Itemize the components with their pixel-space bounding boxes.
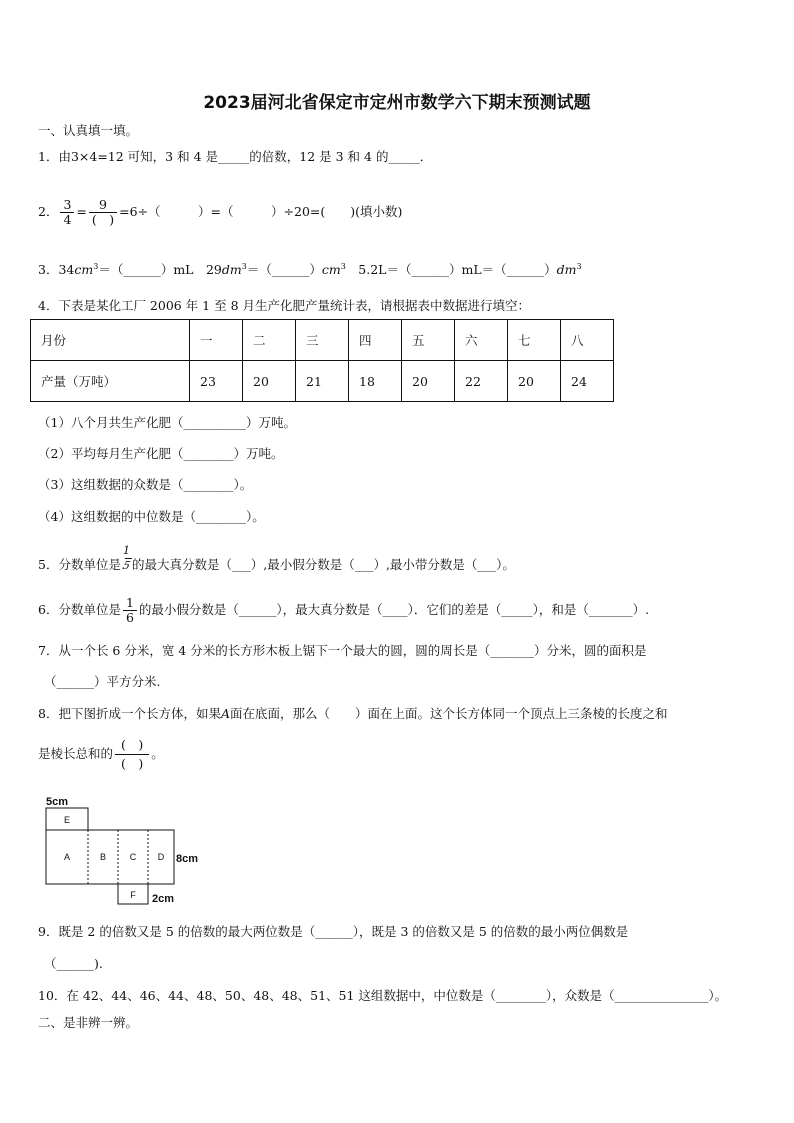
section-heading-2: 二、是非辨一辨。 (38, 1015, 139, 1030)
net-label-e: E (63, 815, 71, 825)
table-row-label: 产量（万吨） (31, 361, 190, 402)
table-row (31, 320, 614, 361)
table-month: 六 (455, 320, 508, 361)
net-dim-top: 5cm (46, 796, 69, 808)
table-header-label: 月份 (31, 320, 190, 361)
question-8-line-2: 是棱长总和的 $\frac{( )}{( )}$ 。 (38, 737, 164, 771)
q2-label: 2． (38, 204, 59, 219)
question-3: 3．$34cm^3=(\_\_\_\_\_\_)mL$ $29dm^3=(\_\_\_\_\_\_)cm^3$ $5.2L=(\_\_\_\_\_\_)mL=(\_\_\_\_\_\_)dm^3$ (38, 261, 582, 277)
section-heading-1: 一、认真填一填。 (38, 123, 139, 138)
net-label-a: A (63, 852, 71, 862)
q2-fraction-2: $\frac{9}{( )}$ (89, 198, 117, 227)
question-9-line-1: 9．既是 2 的倍数又是 5 的倍数的最大两位数是（______），既是 3 的倍数又是 5 的倍数的最小两位偶数是 (38, 924, 629, 939)
table-month: 八 (561, 320, 614, 361)
net-label-b: B (99, 852, 107, 862)
question-1: 1．由3×4=12 可知，3 和 4 是_____的倍数，12 是 3 和 4 的_____． (38, 149, 433, 164)
question-4-sub-3: （3）这组数据的众数是（________）。 (38, 477, 253, 492)
q6-fraction: $\frac{1}{6}$ (123, 596, 137, 625)
page-title: 2023届河北省保定市定州市数学六下期末预测试题 (203, 93, 591, 113)
table-month: 一 (190, 320, 243, 361)
net-dim-bottom: 2cm (152, 893, 175, 905)
q2-equals: = (76, 204, 87, 219)
table-value: 21 (296, 361, 349, 402)
table-value: 20 (402, 361, 455, 402)
question-9-line-2: （______). (44, 956, 103, 971)
table-month: 七 (508, 320, 561, 361)
table-value: 18 (349, 361, 402, 402)
question-10: 10．在 42、44、46、44、48、50、48、48、51、51 这组数据中，中位数是（________），众数是（_______________）。 (38, 988, 728, 1003)
table-month: 五 (402, 320, 455, 361)
production-table (30, 319, 614, 402)
net-label-c: C (129, 852, 137, 862)
table-value: 24 (561, 361, 614, 402)
question-4-sub-1: （1）八个月共生产化肥（__________）万吨。 (38, 415, 296, 430)
question-4: 4．下表是某化工厂 2006 年 1 至 8 月生产化肥产量统计表，请根据表中数据进行填空： (38, 298, 531, 313)
question-4-sub-2: （2）平均每月生产化肥（________）万吨。 (38, 446, 284, 461)
table-month: 四 (349, 320, 402, 361)
net-label-f: F (130, 890, 136, 900)
table-value: 22 (455, 361, 508, 402)
question-7-line-2: （______）平方分米. (44, 674, 161, 689)
q2-fraction-1: $\frac{3}{4}$ (60, 198, 74, 227)
q8-fraction: $\frac{( )}{( )}$ (115, 738, 149, 771)
net-dim-right: 8cm (176, 853, 199, 865)
net-label-d: D (157, 852, 165, 862)
table-month: 三 (296, 320, 349, 361)
question-6: 6．分数单位是 $\frac{1}{6}$ 的最小假分数是（______），最大真分数是（____）．它们的差是（_____），和是（_______）. (38, 595, 650, 625)
q8-variable: A (220, 706, 230, 721)
question-8-line-1: 8．把下图折成一个长方体，如果A面在底面，那么（ ）面在上面。这个长方体同一个顶点上三条棱的长度之和 (38, 706, 668, 721)
table-value: 20 (508, 361, 561, 402)
question-4-sub-4: （4）这组数据的中位数是（________）。 (38, 509, 265, 524)
cuboid-net-diagram (40, 792, 220, 912)
question-5: 5．分数单位是 $\frac{1}{5}$ 的最大真分数是（___）,最小假分数是（___）,最小带分数是（___）。 (38, 544, 515, 572)
q2-rest: =6÷（ ）=（ ）÷20=( )(填小数) (119, 204, 403, 219)
question-2 (38, 198, 402, 227)
table-value: 23 (190, 361, 243, 402)
table-month: 二 (243, 320, 296, 361)
q5-fraction: $\frac{1}{5}$ (121, 544, 132, 572)
table-value: 20 (243, 361, 296, 402)
question-7-line-1: 7．从一个长 6 分米，宽 4 分米的长方形木板上锯下一个最大的圆，圆的周长是（_______）分米，圆的面积是 (38, 643, 647, 658)
table-row (31, 361, 614, 402)
